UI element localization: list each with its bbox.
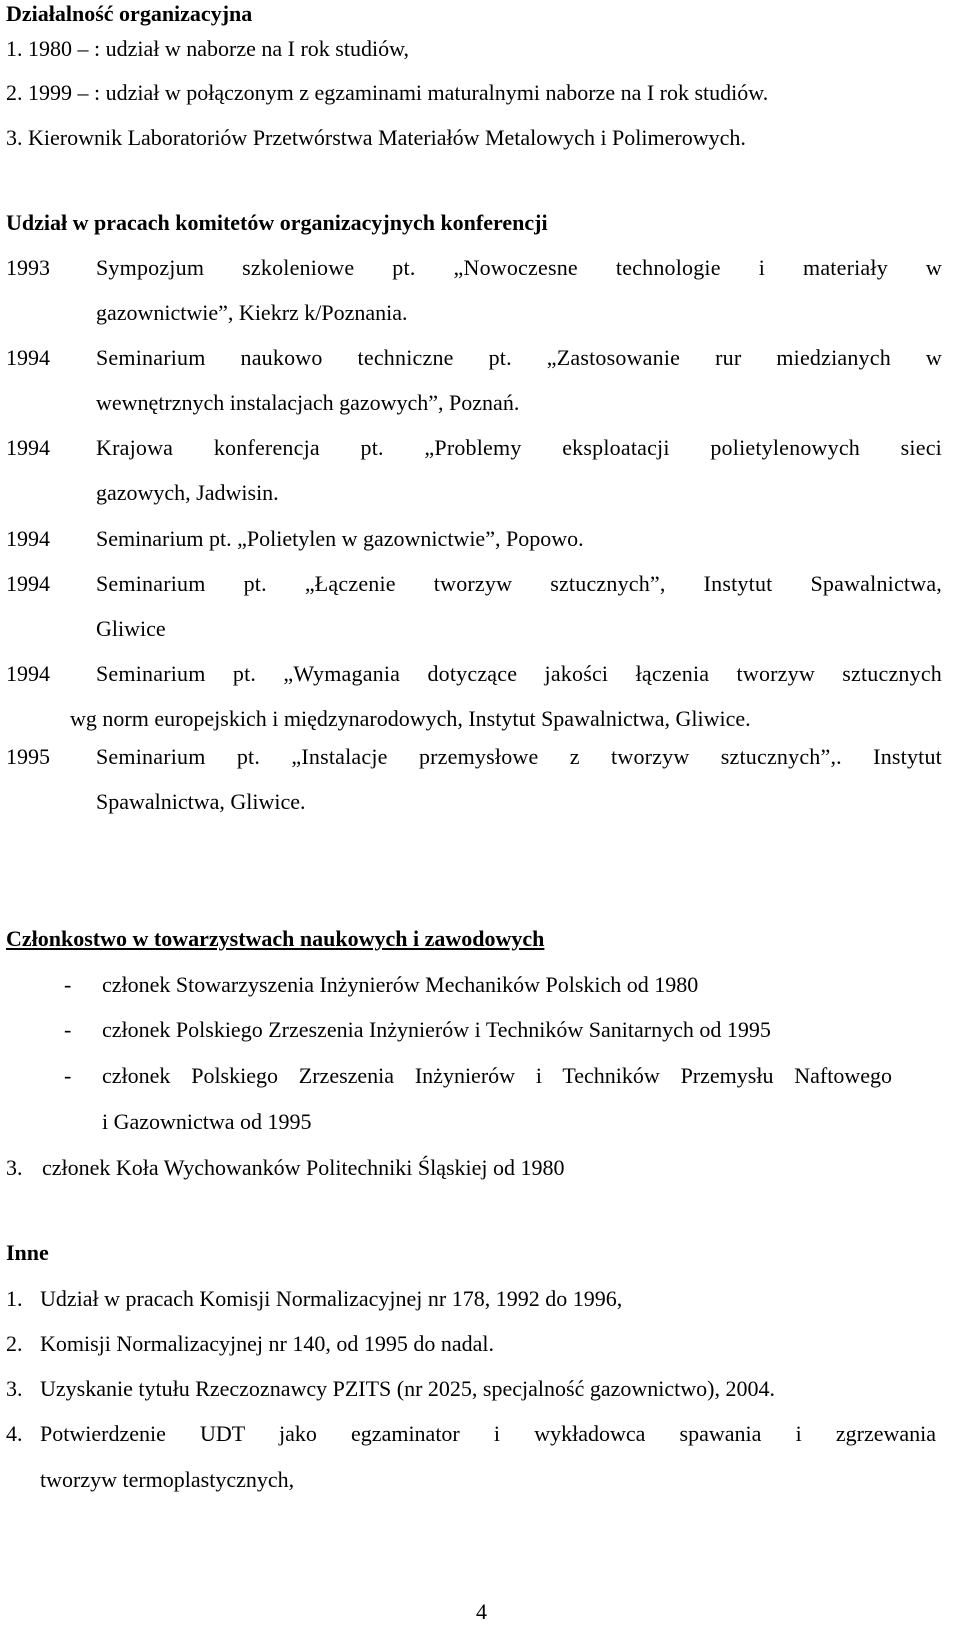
conference-entry — [6, 741, 942, 814]
other-item — [6, 1418, 942, 1449]
other-item-number: 3. — [6, 1376, 23, 1401]
conference-text: Seminarium pt. „Instalacje przemysłowe z tworzyw sztucznych”,. Instytut — [96, 744, 942, 769]
conference-entry — [6, 342, 942, 415]
conference-text: Sympozjum szkoleniowe pt. „Nowoczesne technologie i materiały w — [96, 255, 942, 280]
membership-bullet: - — [64, 1017, 72, 1042]
conference-text-cont: Gliwice — [96, 616, 166, 641]
other-item — [6, 1373, 942, 1404]
conference-text: Seminarium pt. „Łączenie tworzyw sztucznych”, Instytut Spawalnictwa, — [96, 571, 942, 596]
activity-item: 2. 1999 – : udział w połączonym z egzaminami maturalnymi naborze na I rok studiów. — [6, 80, 769, 105]
section-activity-title: Działalność organizacyjna — [6, 1, 253, 26]
conference-entry — [6, 658, 942, 731]
conference-text-cont: wewnętrznych instalacjach gazowych”, Poznań. — [96, 390, 520, 415]
membership-text: członek Koła Wychowanków Politechniki Śląskiej od 1980 — [42, 1155, 565, 1180]
section-membership-title: Członkostwo w towarzystwach naukowych i zawodowych — [6, 926, 545, 951]
membership-bullet: - — [64, 1063, 72, 1088]
membership-text: członek Polskiego Zrzeszenia Inżynierów i Techników Sanitarnych od 1995 — [102, 1017, 771, 1042]
section-other-title: Inne — [6, 1240, 49, 1265]
other-item-text-cont: tworzyw termoplastycznych, — [40, 1467, 295, 1492]
conference-year: 1994 — [6, 526, 50, 551]
section-conferences-title: Udział w pracach komitetów organizacyjnych konferencji — [6, 210, 548, 235]
conference-year: 1994 — [6, 571, 50, 596]
page-number: 4 — [476, 1599, 487, 1624]
conference-entry — [6, 432, 942, 505]
conference-year: 1994 — [6, 435, 50, 460]
conference-text: Seminarium pt. „Wymagania dotyczące jakości łączenia tworzyw sztucznych — [96, 661, 942, 686]
conference-text-cont: gazowych, Jadwisin. — [96, 480, 279, 505]
other-item — [6, 1283, 942, 1314]
conference-text-cont: gazownictwie”, Kiekrz k/Poznania. — [96, 300, 408, 325]
activity-item: 1. 1980 – : udział w naborze na I rok studiów, — [6, 36, 410, 61]
membership-bullet: - — [64, 972, 72, 997]
activity-item: 3. Kierownik Laboratoriów Przetwórstwa Materiałów Metalowych i Polimerowych. — [6, 125, 746, 150]
conference-year: 1994 — [6, 345, 50, 370]
membership-bullet: 3. — [6, 1155, 23, 1180]
conference-text-cont: wg norm europejskich i międzynarodowych, Instytut Spawalnictwa, Gliwice. — [70, 706, 751, 731]
conference-year: 1994 — [6, 661, 50, 686]
other-item — [6, 1328, 942, 1359]
membership-item — [6, 969, 942, 1000]
membership-text: członek Polskiego Zrzeszenia Inżynierów i Techników Przemysłu Naftowego — [102, 1063, 892, 1088]
conference-text: Krajowa konferencja pt. „Problemy eksploatacji polietylenowych sieci — [96, 435, 942, 460]
conference-entry — [6, 252, 942, 325]
membership-item — [6, 1060, 942, 1091]
membership-item — [6, 1152, 942, 1183]
other-item-text: Uzyskanie tytułu Rzeczoznawcy PZITS (nr 2025, specjalność gazownictwo), 2004. — [40, 1376, 775, 1401]
other-item-number: 2. — [6, 1331, 23, 1356]
other-item-number: 4. — [6, 1421, 23, 1446]
other-item-number: 1. — [6, 1286, 23, 1311]
other-item-text: Udział w pracach Komisji Normalizacyjnej nr 178, 1992 do 1996, — [40, 1286, 623, 1311]
conference-text: Seminarium naukowo techniczne pt. „Zastosowanie rur miedzianych w — [96, 345, 942, 370]
conference-text: Seminarium pt. „Polietylen w gazownictwie”, Popowo. — [96, 526, 584, 551]
membership-item — [6, 1014, 942, 1045]
conference-year: 1995 — [6, 744, 50, 769]
conference-entry — [6, 568, 942, 641]
membership-text-cont: i Gazownictwa od 1995 — [102, 1109, 312, 1134]
conference-text-cont: Spawalnictwa, Gliwice. — [96, 789, 306, 814]
other-item-text: Potwierdzenie UDT jako egzaminator i wykładowca spawania i zgrzewania — [40, 1421, 936, 1446]
other-item-text: Komisji Normalizacyjnej nr 140, od 1995 do nadal. — [40, 1331, 494, 1356]
membership-text: członek Stowarzyszenia Inżynierów Mechaników Polskich od 1980 — [102, 972, 699, 997]
conference-entry — [6, 523, 584, 554]
conference-year: 1993 — [6, 255, 50, 280]
